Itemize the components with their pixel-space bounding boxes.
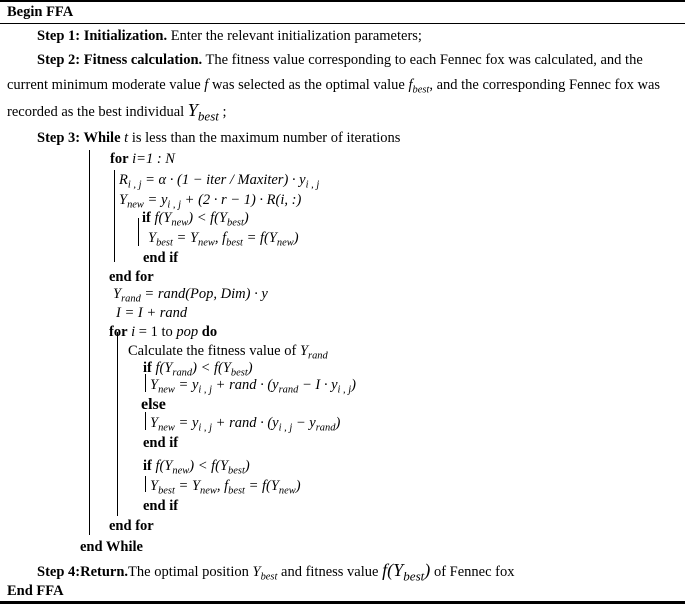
step4-Y-sub: best	[260, 571, 278, 583]
step1-line	[37, 27, 422, 45]
step2-line2	[7, 76, 660, 94]
as3-b: = y	[178, 415, 199, 431]
step2-text1: The fitness value corresponding to each Fennec fox was calculated, and the	[205, 52, 643, 68]
step2-ybest-base: Y	[187, 100, 198, 120]
as1-a-sub: best	[156, 237, 173, 249]
step3-t: t	[124, 130, 129, 146]
assign4-line	[150, 477, 301, 495]
if1-line	[142, 209, 249, 227]
for1-keyword: for	[110, 151, 129, 167]
as2-d: − I · y	[301, 377, 338, 393]
eq-Y-rhs1: = y	[147, 192, 168, 208]
calc-line	[128, 342, 328, 360]
as4-a: Y	[150, 478, 159, 494]
if1-bar	[138, 218, 139, 246]
for2-keyword: for	[109, 324, 128, 340]
step2-fbest-base: f	[408, 77, 413, 93]
step2-ybest	[187, 100, 219, 124]
calc-text: Calculate the fitness value of	[128, 343, 297, 359]
if2-end: )	[247, 360, 253, 376]
as1-c-sub: best	[226, 237, 243, 249]
as3-d: − y	[295, 415, 316, 431]
as3-b-sub: i , j	[198, 422, 213, 434]
as2-e: )	[351, 377, 356, 393]
endfor2: end for	[109, 518, 154, 534]
for1-bar	[114, 170, 115, 262]
as4-a-sub: best	[158, 485, 175, 497]
endif1: end if	[143, 250, 179, 266]
eq-R-line	[119, 171, 319, 189]
endif3: end if	[143, 498, 179, 514]
as1-c: , f	[214, 230, 227, 246]
step4-f-open: (Y	[387, 560, 404, 580]
if3-end: )	[244, 458, 250, 474]
step2-text3b: ;	[222, 104, 227, 120]
for2-pop: pop	[176, 324, 199, 340]
for2-mid: = 1 to	[138, 324, 173, 340]
step4-f-sub: best	[403, 568, 425, 584]
if3-keyword: if	[143, 458, 152, 474]
step3-label: Step 3: While	[37, 130, 121, 146]
if3-sub1: new	[172, 465, 190, 477]
if1-sub1: new	[171, 217, 189, 229]
eq-Y-rhs1-sub: i , j	[167, 199, 182, 211]
yrand-line	[113, 285, 268, 303]
step4-line	[37, 560, 515, 584]
step2-text2c: , and the corresponding Fennec fox was	[429, 77, 661, 93]
if2-sub2: best	[230, 367, 248, 379]
if2-sub1: rand	[172, 367, 193, 379]
as2-a-sub: new	[158, 384, 175, 396]
as3-a: Y	[150, 415, 159, 431]
as2-b-sub: i , j	[198, 384, 213, 396]
eq-Y: Y	[119, 192, 128, 208]
step2-fbest	[408, 77, 430, 96]
as1-b: = Y	[176, 230, 199, 246]
yrand-rhs: = rand(Pop, Dim) · y	[144, 286, 268, 302]
yrand-lhs: Y	[113, 286, 122, 302]
header-rule	[0, 23, 685, 24]
as3-d-sub: rand	[315, 422, 336, 434]
top-rule	[0, 0, 685, 2]
eq-R-sub: i , j	[127, 179, 142, 191]
endwhile: end While	[80, 539, 143, 555]
eq-R: R	[119, 172, 128, 188]
as4-b: = Y	[178, 478, 201, 494]
yrand-sub: rand	[121, 293, 141, 305]
if1-a: f(Y	[154, 210, 172, 226]
step1-text: Enter the relevant initialization parameters;	[170, 28, 422, 44]
step3-while-line	[37, 129, 400, 147]
step2-line3	[7, 100, 227, 124]
endif2: end if	[143, 435, 179, 451]
as3-c-sub: i , j	[278, 422, 293, 434]
as2-d-sub: i , j	[337, 384, 352, 396]
assign2-line	[150, 376, 356, 394]
for1-range: =1 : N	[136, 151, 175, 167]
if1-keyword: if	[142, 210, 151, 226]
for2-bar	[117, 332, 118, 516]
for2-i: i	[131, 324, 136, 340]
if1-end: )	[243, 210, 249, 226]
step1-label: Step 1: Initialization.	[37, 28, 168, 44]
step2-ybest-sub: best	[197, 108, 219, 124]
else-bar	[145, 412, 146, 430]
as4-d-sub: new	[278, 485, 296, 497]
step3-text: is less than the maximum number of iterations	[131, 130, 401, 146]
step4-label: Step 4:Return.	[37, 564, 129, 580]
as4-c: , f	[216, 478, 229, 494]
if1-mid: ) < f(Y	[188, 210, 228, 226]
step2-fbest-sub: best	[412, 84, 430, 96]
if2-mid: ) < f(Y	[192, 360, 231, 376]
step2-label: Step 2: Fitness calculation.	[37, 52, 203, 68]
as2-c-sub: rand	[278, 384, 299, 396]
step4-text1: The optimal position	[128, 564, 249, 580]
as3-e: )	[335, 415, 341, 431]
step2-text3a: recorded as the best individual	[7, 104, 185, 120]
assign3-line	[150, 414, 340, 432]
begin-ffa: Begin FFA	[7, 4, 74, 20]
step4-text2: and fitness value	[281, 564, 379, 580]
eq-Y-sub: new	[127, 199, 144, 211]
as3-a-sub: new	[158, 422, 175, 434]
for2-do: do	[201, 324, 218, 340]
as4-b-sub: new	[200, 485, 217, 497]
as1-b-sub: new	[198, 237, 215, 249]
as1-d: = f(Y	[246, 230, 277, 246]
eq-Y-line	[119, 191, 301, 209]
for1-line	[110, 150, 175, 168]
endfor1: end for	[109, 269, 154, 285]
calc-Y: Y	[299, 343, 309, 359]
if2-line	[143, 359, 253, 377]
bottom-rule	[0, 601, 685, 604]
calc-sub: rand	[308, 350, 328, 362]
eq-Y-rhs2: + (2 · r − 1) · R(i, :)	[184, 192, 302, 208]
as2-a: Y	[150, 377, 159, 393]
for1-i: i	[132, 151, 137, 167]
if3-a: f(Y	[155, 458, 173, 474]
I-eq-line: I = I + rand	[116, 305, 188, 321]
as4-c-sub: best	[228, 485, 245, 497]
assign1-line	[148, 229, 299, 247]
as4-d: = f(Y	[248, 478, 279, 494]
if3-sub2: best	[228, 465, 245, 477]
step2-text2a: current minimum moderate value	[7, 77, 201, 93]
for2-line	[109, 323, 217, 341]
as4-e: )	[295, 478, 301, 494]
end-ffa: End FFA	[7, 583, 64, 599]
if3-mid: ) < f(Y	[189, 458, 229, 474]
if2-keyword: if	[143, 360, 152, 376]
while-bar	[89, 150, 90, 535]
eq-R-rhs: = α · (1 − iter / Maxiter) · y	[145, 172, 306, 188]
as2-b: = y	[178, 377, 199, 393]
if2-a: f(Y	[155, 360, 173, 376]
step2-line1	[37, 51, 643, 69]
step4-f-close: )	[424, 560, 431, 580]
if1-sub2: best	[227, 217, 244, 229]
as1-e: )	[293, 230, 299, 246]
as1-a: Y	[148, 230, 157, 246]
step4-Y: Y	[252, 564, 261, 580]
as3-c: + rand · (y	[215, 415, 279, 431]
if3-bar	[145, 476, 146, 492]
if3-line	[143, 457, 250, 475]
as2-c: + rand · (y	[215, 377, 279, 393]
else-keyword: else	[141, 396, 166, 413]
eq-R-rhs-sub: i , j	[305, 179, 320, 191]
step4-text3: of Fennec fox	[433, 564, 515, 580]
step2-f: f	[204, 77, 209, 93]
as1-d-sub: new	[276, 237, 294, 249]
step2-text2b: was selected as the optimal value	[211, 77, 405, 93]
step4-f: f	[382, 560, 388, 580]
